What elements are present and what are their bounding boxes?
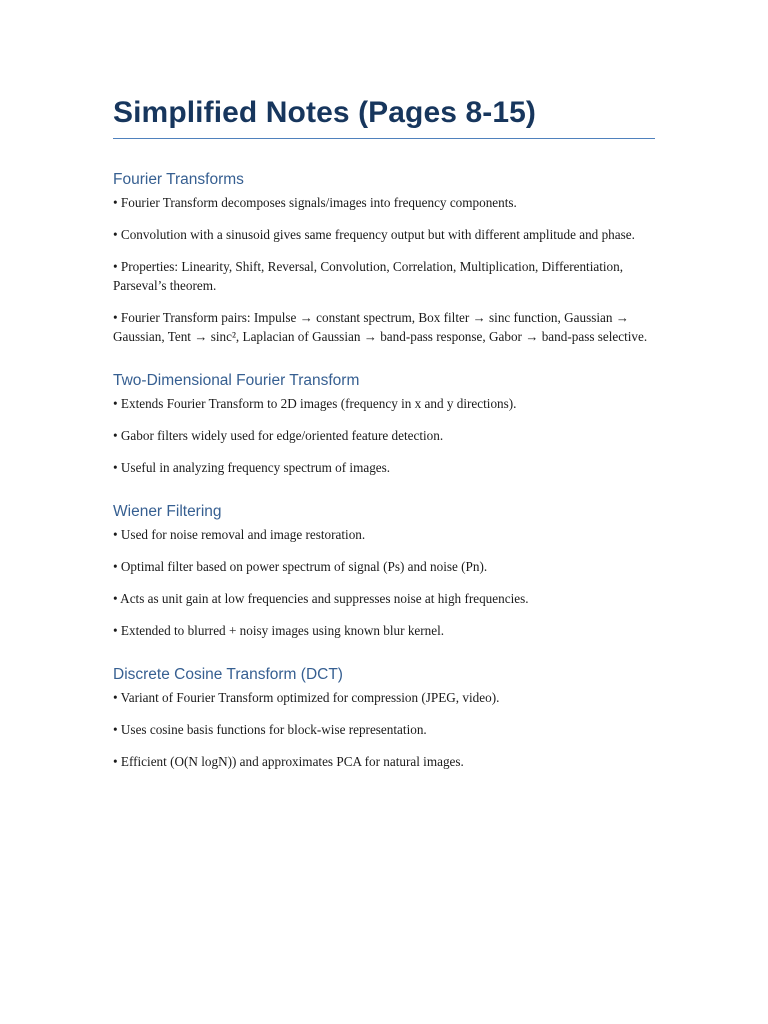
section-fourier-transforms — [113, 170, 655, 346]
bullet-item: • Fourier Transform decomposes signals/images into frequency components. — [113, 195, 517, 210]
bullet-item: • Fourier Transform pairs: Impulse → constant spectrum, Box filter → sinc function, Gaussian → Gaussian, Tent → sinc², Laplacian of Gaussian → band-pass response, Gabor → band-pass selective. — [113, 310, 648, 344]
bullet-item: • Extended to blurred + noisy images using known blur kernel. — [113, 623, 445, 638]
document-title: Simplified Notes (Pages 8-15) — [113, 90, 655, 139]
bullet-item: • Efficient (O(N logN)) and approximates PCA for natural images. — [113, 754, 464, 769]
section-wiener-filtering — [113, 502, 655, 640]
bullet-item: • Used for noise removal and image restoration. — [113, 527, 366, 542]
section-heading: Wiener Filtering — [113, 503, 222, 520]
bullet-item: • Optimal filter based on power spectrum of signal (Ps) and noise (Pn). — [113, 559, 488, 574]
bullet-item: • Useful in analyzing frequency spectrum of images. — [113, 460, 391, 475]
bullet-item: • Gabor filters widely used for edge/oriented feature detection. — [113, 428, 444, 443]
section-discrete-cosine-transform — [113, 665, 655, 771]
section-heading: Two-Dimensional Fourier Transform — [113, 372, 360, 389]
bullet-item: • Uses cosine basis functions for block-wise representation. — [113, 722, 427, 737]
bullet-item: • Extends Fourier Transform to 2D images (frequency in x and y directions). — [113, 396, 517, 411]
bullet-item: • Convolution with a sinusoid gives same frequency output but with different amplitude and phase. — [113, 227, 635, 242]
document-page — [113, 90, 655, 771]
section-heading: Fourier Transforms — [113, 171, 244, 188]
section-heading: Discrete Cosine Transform (DCT) — [113, 666, 343, 683]
bullet-item: • Properties: Linearity, Shift, Reversal, Convolution, Correlation, Multiplication, Differentiation, Parseval’s theorem. — [113, 259, 624, 293]
bullet-item: • Acts as unit gain at low frequencies and suppresses noise at high frequencies. — [113, 591, 529, 606]
section-two-dimensional-fourier-transform — [113, 371, 655, 477]
bullet-item: • Variant of Fourier Transform optimized for compression (JPEG, video). — [113, 690, 500, 705]
